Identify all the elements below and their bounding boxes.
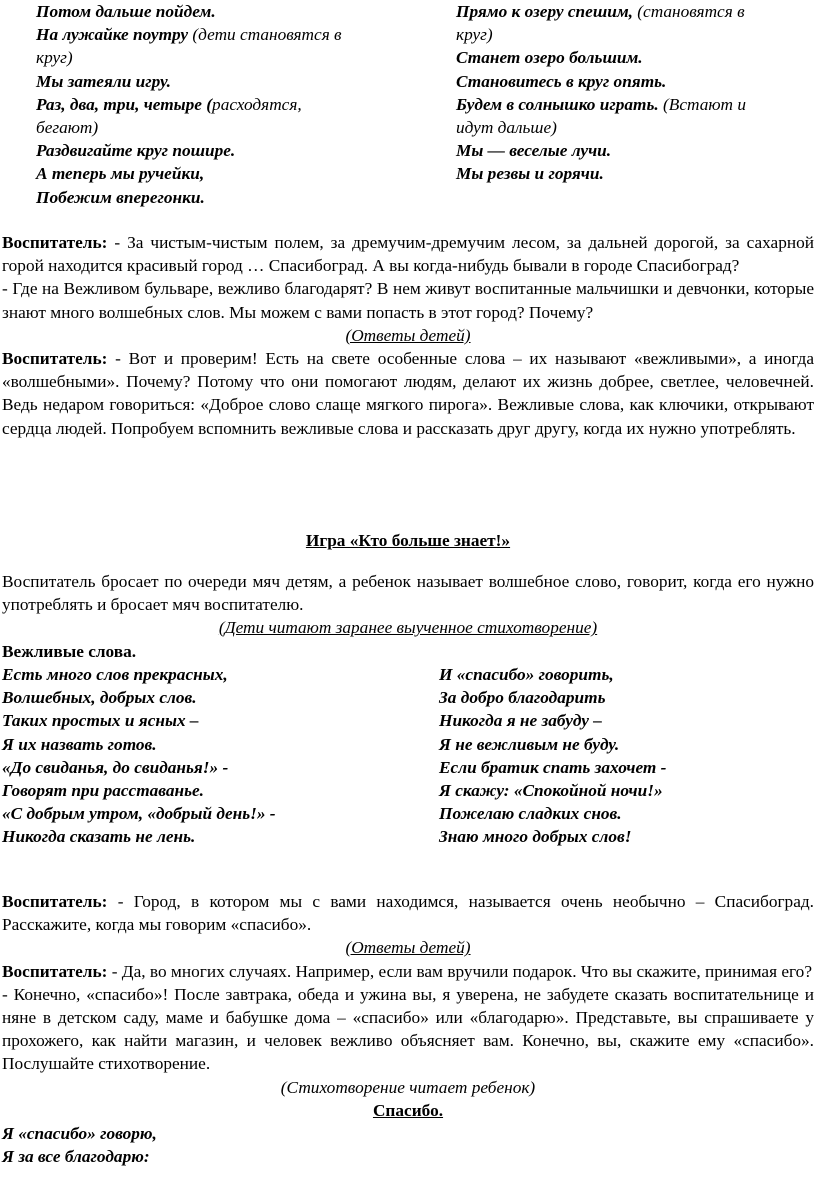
poem-line: Волшебных, добрых слов. (2, 688, 197, 708)
game-heading-block (2, 529, 814, 552)
speaker-label: Воспитатель: (2, 892, 108, 911)
poem-line: Есть много слов прекрасных, (2, 665, 228, 684)
speaker-label: Воспитатель: (2, 961, 108, 981)
poem-line (36, 0, 416, 23)
paragraph-text: - Да, во многих случаях. Например, если вам вручили подарок. Что вы скажите, принимая его? (107, 961, 812, 981)
poem-line: Я скажу: «Спокойной ночи!» (439, 781, 663, 801)
poem-line: Никогда сказать не лень. (2, 827, 196, 847)
paragraph (2, 983, 814, 1076)
poem-line: «До свиданья, до свиданья!» - (2, 757, 229, 777)
poem-reader-note: (Стихотворение читает ребенок) (280, 1077, 536, 1097)
poem-line-bold: Мы затеяли игру. (36, 71, 171, 91)
poem-line-italic: круг) (456, 25, 493, 45)
poem-top-left-column (36, 0, 416, 209)
poem-line (36, 23, 416, 46)
answers-note: (Ответы детей) (345, 325, 471, 345)
poem-line: Таких простых и ясных – (2, 711, 199, 731)
paragraph-text: - Город, в котором мы с вами находимся, называется очень необычно – Спасибоград. Расскажите, когда мы говорим «спасибо». (2, 892, 814, 935)
game-heading (2, 529, 814, 552)
poem-line-bold: Мы — веселые лучи. (456, 141, 612, 161)
stage-note (2, 616, 814, 639)
paragraph-text: - За чистым-чистым полем, за дремучим-дремучим лесом, за дальней дорогой, за сахарной горой находится красивый город … Спасибоград. А вы когда-нибудь бывали в городе Спасибоград? (2, 233, 814, 276)
poem-line: Если братик спать захочет - (439, 757, 667, 777)
stage-note (2, 324, 814, 347)
recitation-note: (Дети читают заранее выученное стихотворение) (218, 618, 598, 638)
poem-line-italic: идут дальше) (456, 118, 557, 138)
game-description-block (2, 570, 814, 663)
poem-line: Я их назвать готов. (2, 734, 157, 754)
poem-line: Я за все благодарю: (2, 1147, 150, 1167)
poem-line (456, 23, 808, 46)
poem-line (456, 116, 808, 139)
poem-line-bold: А теперь мы ручейки, (36, 164, 205, 184)
poem-right-column (439, 663, 814, 849)
poem-line-italic: расходятся, (212, 94, 302, 114)
poem-line: За добро благодарить (439, 688, 606, 708)
poem-line-bold: Мы резвы и горячи. (456, 164, 604, 184)
poem-line (456, 46, 808, 69)
poem-line-bold: Побежим вперегонки. (36, 187, 205, 207)
paragraph-text: Воспитатель бросает по очереди мяч детям, а ребенок называет волшебное слово, говорит, когда его нужно употреблять и бросает мяч воспитателю. (2, 572, 814, 615)
poem-line-bold: Потом дальше пойдем. (36, 2, 216, 21)
poem-line (36, 139, 416, 162)
poem-polite-words (2, 663, 814, 849)
poem-line (36, 70, 416, 93)
paragraph-text: - Конечно, «спасибо»! После завтрака, обеда и ужина вы, я уверена, не забудете сказать воспитательнице и няне в детском саду, маме и бабушке дома – «спасибо» или «благодарю». Представьте, вы спрашиваете у прохожего, как найти магазин, и человек вежливо объясняет вам. Конечно, вы, скажите ему «спасибо». Послушайте стихотворение. (2, 984, 814, 1074)
poem-line-italic: бегают) (36, 118, 99, 138)
speaker-label: Воспитатель: (2, 233, 108, 252)
poem-line (36, 162, 416, 185)
poem-line (456, 162, 808, 185)
paragraph (2, 347, 814, 440)
paragraph-text: - Вот и проверим! Есть на свете особенные слова – их называют «вежливыми», а иногда «волшебными». Почему? Потому что они помогают людям, делают их жизнь добрее, светлее, человечней. Ведь недаром говориться: «Доброе слово слаще мягкого пирога». Вежливые слова, как ключики, открывают сердца людей. Попробуем вспомнить вежливые слова и рассказать друг другу, когда их нужно употреблять. (2, 349, 814, 438)
stage-note (2, 936, 814, 959)
poem-line-bold: Раз, два, три, четыре ( (36, 94, 213, 114)
poem-line: Пожелаю сладких снов. (439, 804, 622, 824)
poem-line (456, 139, 808, 162)
paragraph (2, 231, 814, 277)
poem-top-right-column (456, 0, 808, 186)
poem-line-italic: (становятся в (632, 2, 745, 21)
poem-heading (2, 1099, 814, 1122)
poem-title: Вежливые слова. (2, 641, 137, 661)
poem-line (36, 46, 416, 69)
poem-line-bold: Будем в солнышко играть. (456, 94, 659, 114)
poem-line: И «спасибо» говорить, (439, 665, 614, 684)
poem-line (456, 93, 808, 116)
poem-line: Я не вежливым не буду. (439, 734, 620, 754)
poem-line-italic: круг) (36, 48, 73, 68)
speaker-label: Воспитатель: (2, 349, 108, 369)
poem-line: Никогда я не забуду – (439, 711, 602, 731)
paragraph (2, 960, 814, 983)
poem-title: Спасибо. (372, 1100, 444, 1120)
poem-line (456, 70, 808, 93)
poem-line-bold: Становитесь в круг опять. (456, 71, 667, 91)
paragraph (2, 277, 814, 323)
poem-line-bold: Раздвигайте круг пошире. (36, 141, 236, 161)
answers-note: (Ответы детей) (345, 938, 471, 958)
dialogue-block-2 (2, 890, 814, 1168)
poem-line (36, 93, 416, 116)
poem-left-column (2, 663, 422, 849)
dialogue-block-1 (2, 231, 814, 440)
poem-line: «С добрым утром, «добрый день!» - (2, 804, 276, 824)
paragraph-text: - Где на Вежливом бульваре, вежливо благодарят? В нем живут воспитанные мальчишки и девчонки, которые знают много волшебных слов. Мы можем с вами попасть в этот город? Почему? (2, 279, 814, 322)
poem-line-bold: На лужайке поутру (36, 25, 189, 45)
poem-line: Говорят при расставанье. (2, 781, 205, 801)
poem-line-italic: (дети становятся в (188, 25, 342, 45)
game-title: Игра «Кто больше знает!» (305, 531, 511, 550)
poem-line-bold: Прямо к озеру спешим, (456, 2, 633, 21)
stage-note (2, 1076, 814, 1099)
poem-line-bold: Станет озеро большим. (456, 48, 643, 68)
poem-line: Знаю много добрых слов! (439, 827, 632, 847)
poem-line: Я «спасибо» говорю, (2, 1124, 157, 1144)
paragraph (2, 570, 814, 616)
poem-heading (2, 640, 814, 663)
poem-line (36, 186, 416, 209)
paragraph (2, 890, 814, 936)
poem-line (36, 116, 416, 139)
poem-line (456, 0, 808, 23)
poem-line-italic: (Встают и (658, 94, 746, 114)
